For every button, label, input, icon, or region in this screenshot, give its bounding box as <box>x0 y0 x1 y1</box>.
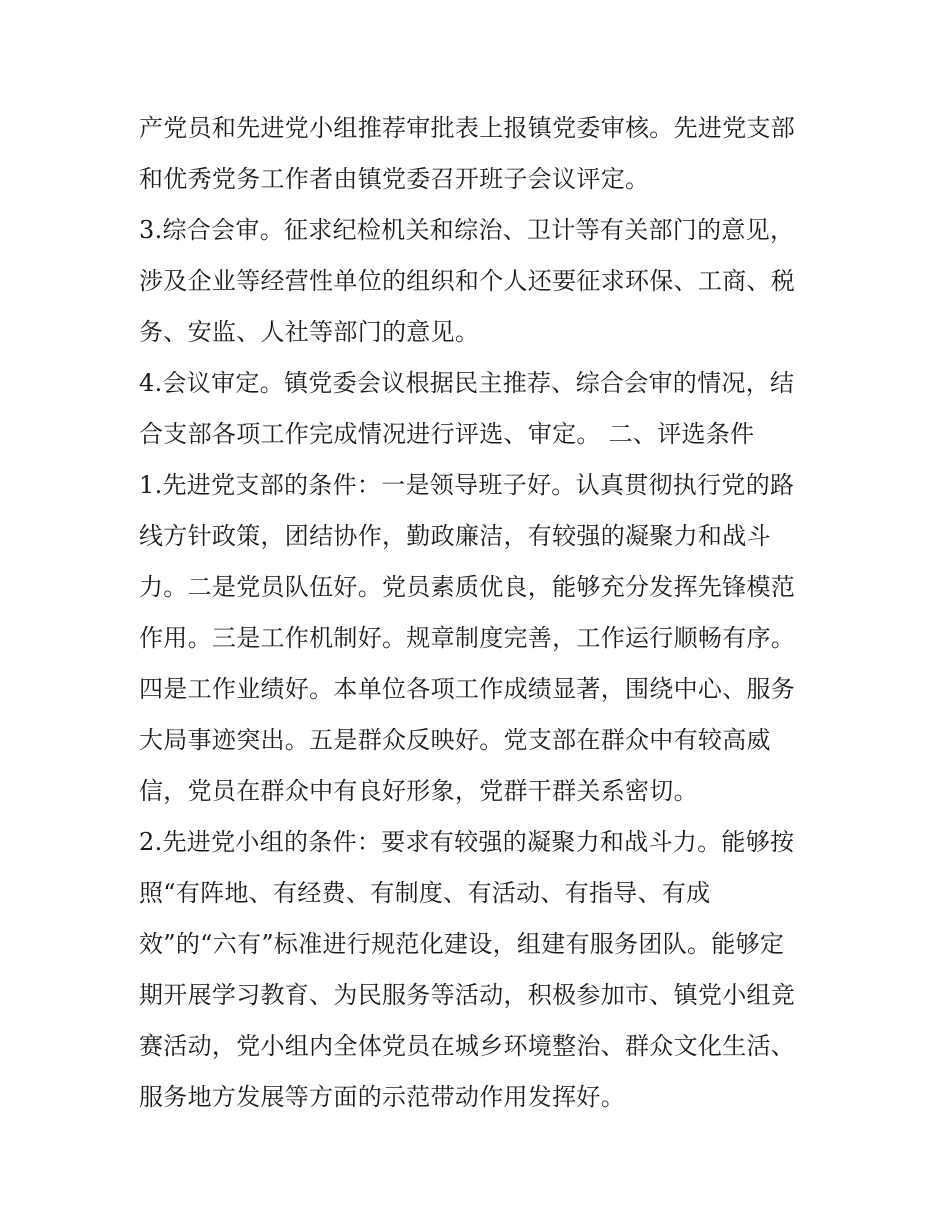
text-line: 1.先进党支部的条件：一是领导班子好。认真贯彻执行党的路 <box>139 471 795 499</box>
text-line: 服务地方发展等方面的示范带动作用发挥好。 <box>139 1083 625 1111</box>
text-line: 合支部各项工作完成情况进行评选、审定。 二、评选条件 <box>139 420 755 448</box>
text-line: 作用。三是工作机制好。规章制度完善，工作运行顺畅有序。 <box>139 624 796 652</box>
text-line: 线方针政策，团结协作，勤政廉洁，有较强的凝聚力和战斗 <box>139 522 771 550</box>
document-body <box>139 103 819 1123</box>
text-line: 产党员和先进党小组推荐审批表上报镇党委审核。先进党支部 <box>139 114 796 142</box>
text-line: 信，党员在群众中有良好形象，党群干群关系密切。 <box>139 777 698 805</box>
text-line: 效”的“六有”标准进行规范化建设，组建有服务团队。能够定 <box>139 930 785 958</box>
text-line: 和优秀党务工作者由镇党委召开班子会议评定。 <box>139 165 650 193</box>
text-line: 四是工作业绩好。本单位各项工作成绩显著，围绕中心、服务 <box>139 675 796 703</box>
text-line: 照“有阵地、有经费、有制度、有活动、有指导、有成 <box>139 879 711 907</box>
text-line: 务、安监、人社等部门的意见。 <box>139 318 480 346</box>
text-line: 涉及企业等经营性单位的组织和个人还要征求环保、工商、税 <box>139 267 796 295</box>
text-line: 赛活动，党小组内全体党员在城乡环境整治、群众文化生活、 <box>139 1032 796 1060</box>
text-line: 3.综合会审。征求纪检机关和综治、卫计等有关部门的意见， <box>139 216 795 244</box>
text-line: 4.会议审定。镇党委会议根据民主推荐、综合会审的情况，结 <box>139 369 795 397</box>
text-line: 力。二是党员队伍好。党员素质优良，能够充分发挥先锋模范 <box>139 573 796 601</box>
text-line: 2.先进党小组的条件：要求有较强的凝聚力和战斗力。能够按 <box>139 828 795 856</box>
text-line: 大局事迹突出。五是群众反映好。党支部在群众中有较高威 <box>139 726 771 754</box>
text-line: 期开展学习教育、为民服务等活动，积极参加市、镇党小组竞 <box>139 981 796 1009</box>
